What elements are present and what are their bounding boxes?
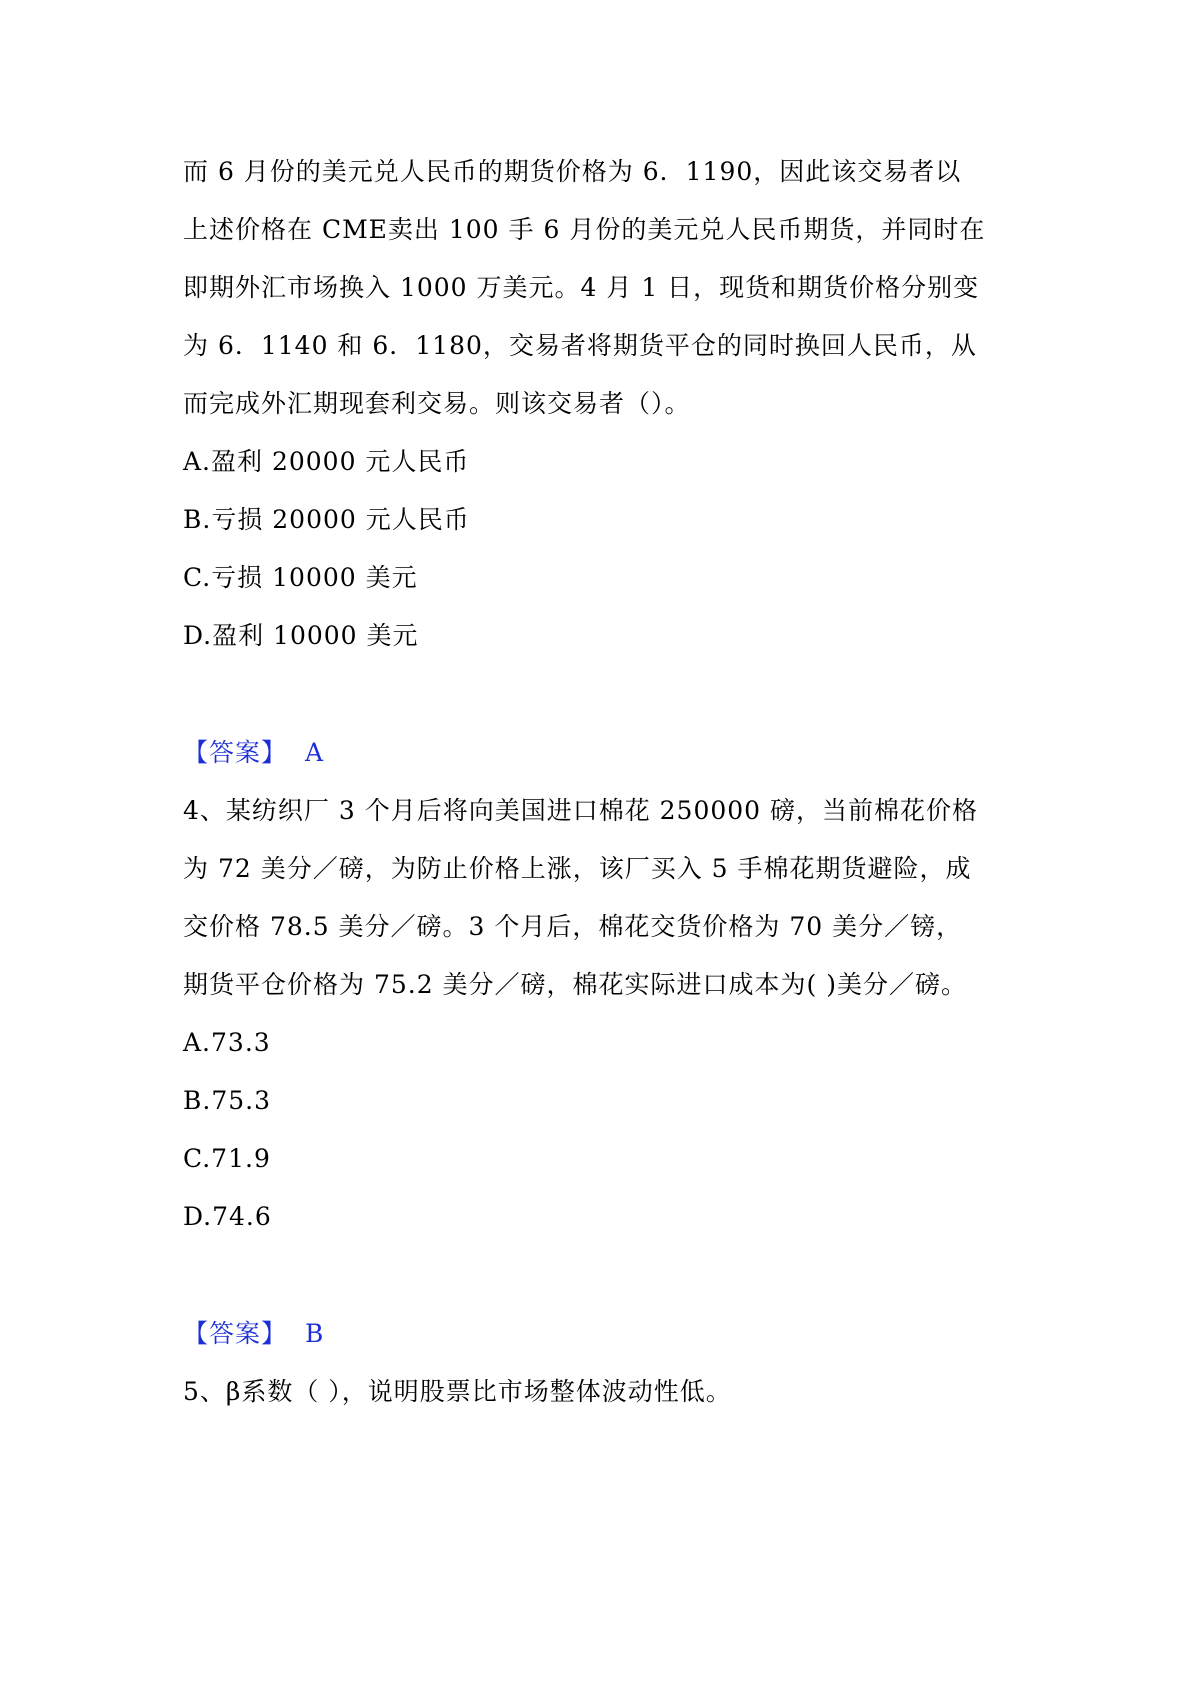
q4-option-a: A.73.3 — [183, 1028, 271, 1057]
q3-answer — [183, 736, 324, 770]
q3-option-c: C.亏损 10000 美元 — [183, 563, 418, 592]
q3-option-d: D.盈利 10000 美元 — [183, 621, 419, 650]
q3-answer-value: A — [305, 738, 325, 767]
q4-answer — [183, 1317, 324, 1351]
q3-option-a: A.盈利 20000 元人民币 — [183, 447, 470, 476]
q3-stem-line-5: 而完成外汇期现套利交易。则该交易者（）。 — [183, 389, 691, 418]
q4-option-c: C.71.9 — [183, 1144, 271, 1173]
q4-stem-line-2: 为 72 美分／磅，为防止价格上涨，该厂买入 5 手棉花期货避险，成 — [183, 854, 972, 883]
q3-stem-line-1: 而 6 月份的美元兑人民币的期货价格为 6．1190，因此该交易者以 — [183, 157, 962, 186]
q5-stem-line-1: 5、β系数（ ），说明股票比市场整体波动性低。 — [183, 1377, 732, 1406]
q3-stem-line-3: 即期外汇市场换入 1000 万美元。4 月 1 日，现货和期货价格分别变 — [183, 273, 980, 302]
q4-option-d: D.74.6 — [183, 1202, 272, 1231]
q3-stem-line-4: 为 6．1140 和 6．1180，交易者将期货平仓的同时换回人民币，从 — [183, 331, 977, 360]
q4-option-b: B.75.3 — [183, 1086, 271, 1115]
q4-stem-line-4: 期货平仓价格为 75.2 美分／磅，棉花实际进口成本为( )美分／磅。 — [183, 970, 968, 999]
q4-answer-value: B — [305, 1319, 325, 1348]
q4-answer-label: 【答案】 — [183, 1319, 288, 1348]
q3-stem-line-2: 上述价格在 CME卖出 100 手 6 月份的美元兑人民币期货，并同时在 — [183, 215, 986, 244]
q3-answer-label: 【答案】 — [183, 738, 288, 767]
q4-stem-line-1: 4、某纺织厂 3 个月后将向美国进口棉花 250000 磅，当前棉花价格 — [183, 796, 979, 825]
q3-option-b: B.亏损 20000 元人民币 — [183, 505, 470, 534]
q4-stem-line-3: 交价格 78.5 美分／磅。3 个月后，棉花交货价格为 70 美分／镑， — [183, 912, 963, 941]
